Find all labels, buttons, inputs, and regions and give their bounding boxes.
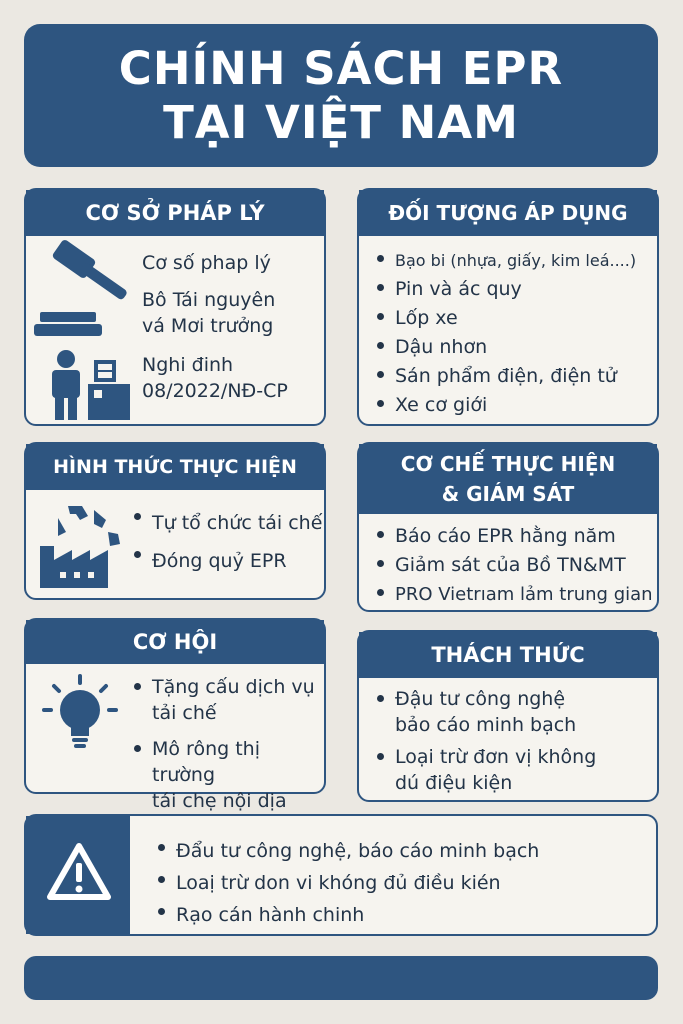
opportunity-card <box>24 618 326 812</box>
challenge-item-2-line-1: Loại trừ đơn vị không <box>395 746 597 768</box>
page-title-line-1: CHÍNH SÁCH EPR <box>118 41 564 95</box>
opportunity-item-2-line-1: Mô rông thị trường <box>152 738 260 786</box>
legal-text-3a: Nghi đinh <box>142 354 234 376</box>
subjects-list <box>373 246 651 420</box>
page-title-line-2: TẠI VIỆT NAM <box>163 95 519 149</box>
warning-triangle-icon <box>46 842 112 902</box>
recycle-factory-icon <box>38 502 128 588</box>
challenge-heading: THÁCH THỨC <box>359 632 657 678</box>
challenge-item-1-line-2: bảo cáo minh bạch <box>395 714 577 736</box>
list-item: Pin và ác quy <box>373 275 651 304</box>
list-item <box>130 736 324 814</box>
list-item: Tự tổ chức tái chế <box>130 504 322 542</box>
legal-basis-card <box>24 188 326 426</box>
warning-box <box>24 814 658 936</box>
opportunity-item-2-line-2: tái chẹ nội dịa <box>152 790 287 812</box>
list-item: Sán phẩm điện, điện tử <box>373 362 651 391</box>
mechanism-list <box>373 522 653 609</box>
list-item: Rạo cán hành chinh <box>154 899 539 931</box>
opportunity-item-1-line-2: tải chế <box>152 702 217 724</box>
warning-icon-panel <box>26 816 130 934</box>
challenge-list <box>373 686 653 796</box>
subjects-heading: ĐỐI TƯỢNG ÁP DỤNG <box>359 190 657 236</box>
implementation-forms-card <box>24 442 326 600</box>
list-item <box>373 744 653 796</box>
list-item: Đóng quỷ EPR <box>130 542 322 580</box>
mechanism-heading <box>359 444 657 514</box>
person-building-icon <box>48 350 130 420</box>
list-item: Dậu nhơn <box>373 333 651 362</box>
legal-basis-body <box>26 236 324 426</box>
title-banner <box>24 24 658 167</box>
list-item: Đẩu tư công nghệ, báo cáo minh bạch <box>154 835 539 867</box>
warning-list <box>154 835 539 931</box>
list-item: Báo cáo EPR hằng năm <box>373 522 653 551</box>
mechanism-heading-line-2: & GIÁM SÁT <box>441 482 575 506</box>
mechanism-card <box>357 442 659 612</box>
legal-text-1: Cơ số phap lý <box>142 252 271 274</box>
opportunity-heading: CƠ HỘI <box>26 620 324 664</box>
subjects-card <box>357 188 659 426</box>
implementation-forms-heading: HÌNH THỨC THỰC HIỆN <box>26 444 324 490</box>
list-item: Giảm sát của Bồ TN&MT <box>373 551 653 580</box>
opportunity-list <box>130 674 324 814</box>
list-item: Bạo bi (nhựa, giấy, kim leá....) <box>373 246 651 275</box>
challenge-item-1-line-1: Đậu tư công nghệ <box>395 688 566 710</box>
legal-text-2b: vá Mơi trưởng <box>142 315 274 337</box>
lightbulb-icon <box>42 674 118 754</box>
gavel-icon <box>34 246 134 341</box>
list-item: Lốp xe <box>373 304 651 333</box>
opportunity-item-1-line-1: Tặng cấu dịch vụ <box>152 676 315 698</box>
implementation-forms-list <box>130 504 322 580</box>
challenge-card <box>357 630 659 802</box>
list-item: PRO Vietrıam lảm trung gian <box>373 580 653 609</box>
legal-text-3b: 08/2022/NĐ-CP <box>142 380 288 402</box>
list-item: Loaị trừ don vi khóng đủ điều kién <box>154 867 539 899</box>
challenge-item-2-line-2: dú điệu kiện <box>395 772 513 794</box>
legal-text-2a: Bô Tái nguyên <box>142 289 276 311</box>
legal-basis-heading: CƠ SỞ PHÁP LÝ <box>26 190 324 236</box>
list-item: Xe cơ giới <box>373 391 651 420</box>
mechanism-heading-line-1: CƠ CHẾ THỰC HIỆN <box>400 452 616 476</box>
list-item <box>373 686 653 738</box>
list-item <box>130 674 324 726</box>
footer-bar <box>24 956 658 1000</box>
